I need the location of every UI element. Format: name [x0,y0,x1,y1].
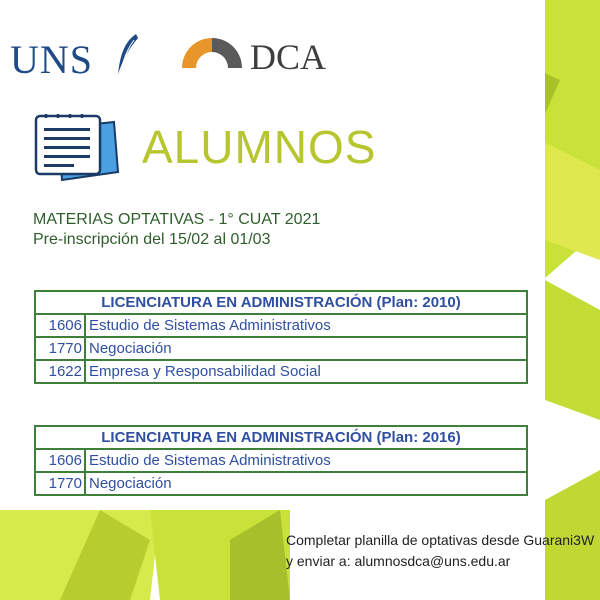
table-row [35,360,527,383]
courses-table-plan-2016 [34,425,528,496]
document-icon [30,110,120,190]
page-title: ALUMNOS [142,121,377,173]
course-code: 1606 [35,449,85,472]
course-name: Estudio de Sistemas Administrativos [85,314,527,337]
table-row [35,337,527,360]
feather-icon [114,32,140,76]
table-header-row [35,426,527,449]
intro-line-subjects: MATERIAS OPTATIVAS - 1° CUAT 2021 [33,211,321,228]
table-row [35,314,527,337]
course-name: Estudio de Sistemas Administrativos [85,449,527,472]
course-name: Empresa y Responsabilidad Social [85,360,527,383]
footer-line-email: y enviar a: alumnosdca@uns.edu.ar [286,553,511,569]
dca-logo-text: DCA [250,37,327,77]
course-name: Negociación [85,472,527,495]
table-row [35,449,527,472]
table-row [35,472,527,495]
table-title: LICENCIATURA EN ADMINISTRACIÓN (Plan: 2016) [35,426,527,449]
course-code: 1622 [35,360,85,383]
intro-line-dates: Pre-inscripción del 15/02 al 01/03 [33,231,271,248]
dca-arc-icon [178,36,246,70]
courses-table-plan-2010 [34,290,528,384]
course-name: Negociación [85,337,527,360]
course-code: 1770 [35,472,85,495]
table-title: LICENCIATURA EN ADMINISTRACIÓN (Plan: 2010) [35,291,527,314]
footer-instructions [286,530,594,572]
footer-line-form: Completar planilla de optativas desde Guarani3W [286,532,595,548]
table-header-row [35,291,527,314]
course-code: 1606 [35,314,85,337]
uns-logo [10,36,93,83]
course-code: 1770 [35,337,85,360]
uns-logo-text: UNS [10,37,94,82]
intro-text [33,210,320,250]
